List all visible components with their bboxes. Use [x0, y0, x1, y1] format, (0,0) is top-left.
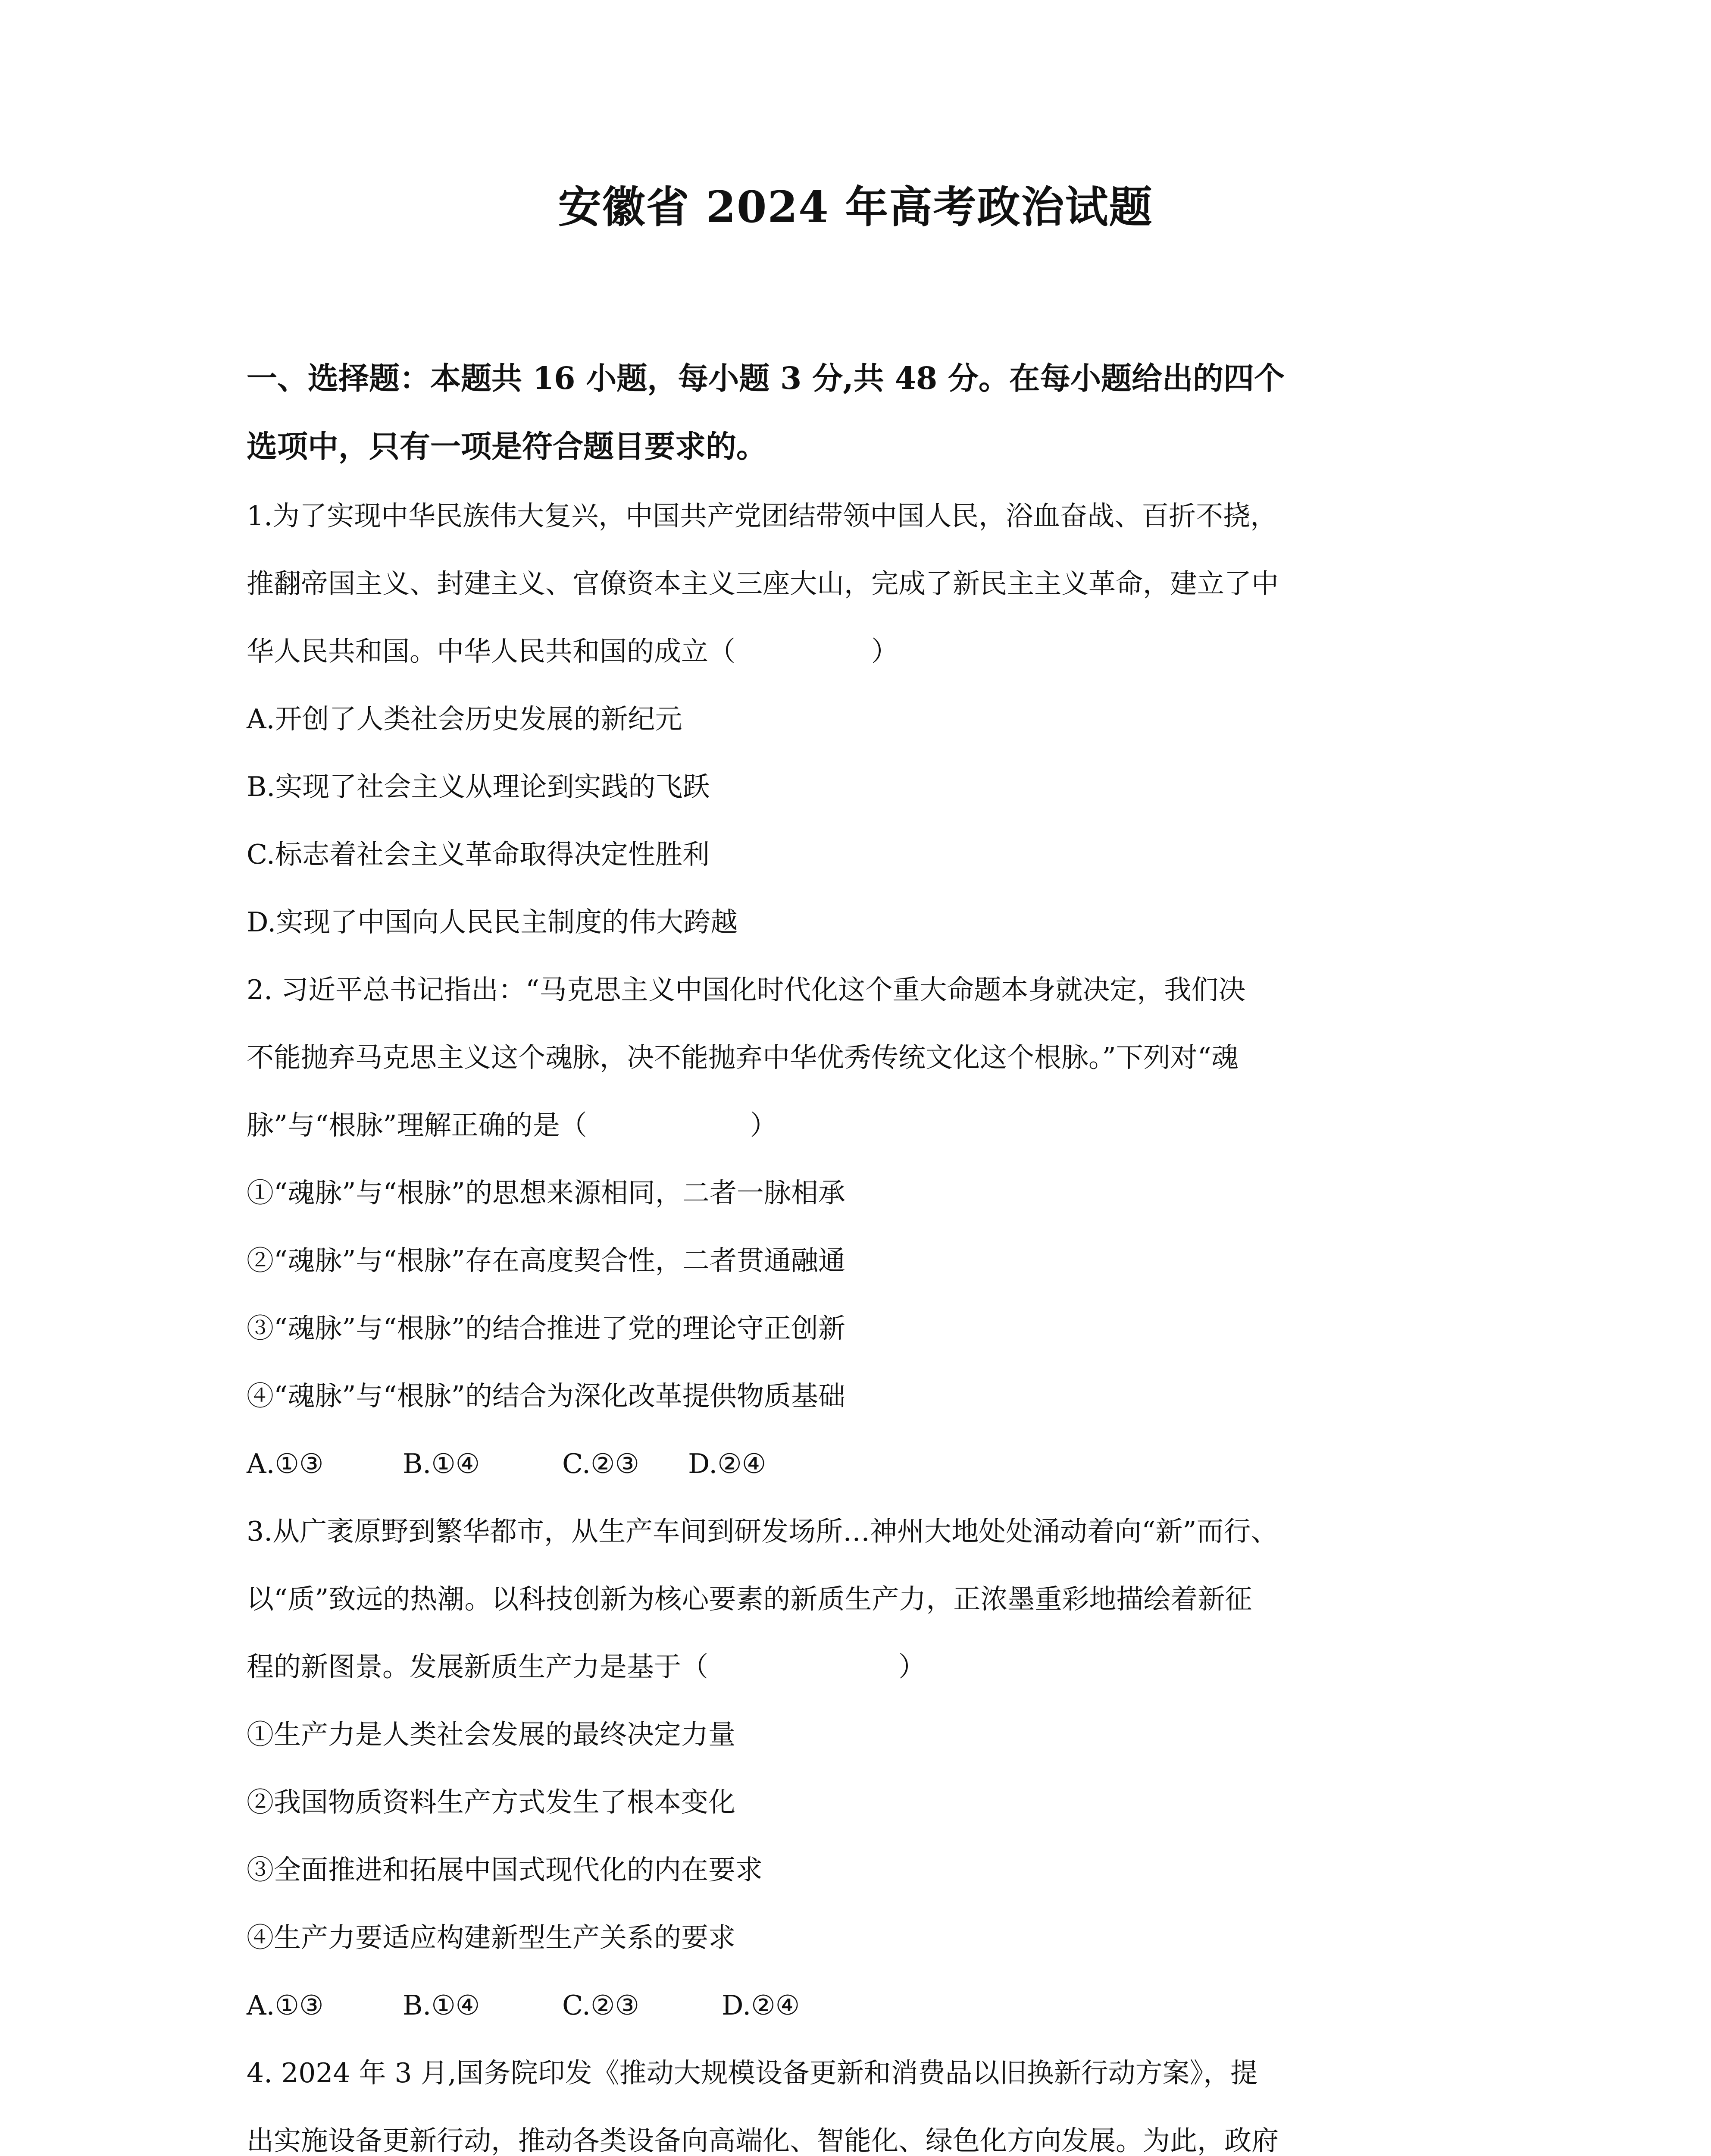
section-heading-line: 一、选择题：本题共 16 小题，每小题 3 分,共 48 分。在每小题给出的四个: [247, 360, 1285, 396]
question-stem-line: 出实施设备更新行动，推动各类设备向高端化、智能化、绿色化方向发展。为此，政府: [247, 2125, 1279, 2156]
option-c: C.标志着社会主义革命取得决定性胜利: [247, 839, 710, 870]
question-stem-line: 脉”与“根脉”理解正确的是（ ）: [247, 1109, 777, 1141]
question-stem-line: 3.从广袤原野到繁华都市，从生产车间到研发场所…神州大地处处涌动着向“新”而行、: [247, 1516, 1278, 1547]
statement-item: ④生产力要适应构建新型生产关系的要求: [247, 1922, 735, 1953]
page-title: 安徽省 2024 年高考政治试题: [558, 182, 1153, 232]
question-4: [247, 2039, 1466, 2156]
answer-option-d: D.②④: [688, 1448, 766, 1479]
question-3: [247, 1498, 1466, 2039]
question-stem-line: 以“质”致远的热潮。以科技创新为核心要素的新质生产力，正浓墨重彩地描绘着新征: [247, 1583, 1252, 1615]
question-stem-line: 程的新图景。发展新质生产力是基于（ ）: [247, 1651, 926, 1683]
section-heading: [247, 344, 1466, 480]
answer-option-a: A.①③: [247, 1448, 324, 1479]
answer-options-row: [247, 1971, 1466, 2039]
answer-option-a: A.①③: [247, 1990, 324, 2021]
statement-item: ③全面推进和拓展中国式现代化的内在要求: [247, 1854, 763, 1886]
question-2: [247, 956, 1466, 1498]
question-stem-line: 4. 2024 年 3 月,国务院印发《推动大规模设备更新和消费品以旧换新行动方案》，提: [247, 2057, 1258, 2089]
question-stem-line: 不能抛弃马克思主义这个魂脉，决不能抛弃中华优秀传统文化这个根脉。”下列对“魂: [247, 1042, 1239, 1073]
question-1: [247, 482, 1466, 956]
question-stem-line: 华人民共和国。中华人民共和国的成立（ ）: [247, 636, 898, 667]
statement-item: ④“魂脉”与“根脉”的结合为深化改革提供物质基础: [247, 1380, 845, 1412]
section-heading-line: 选项中，只有一项是符合题目要求的。: [247, 428, 767, 464]
statement-item: ②“魂脉”与“根脉”存在高度契合性，二者贯通融通: [247, 1245, 845, 1276]
statement-item: ②我国物质资料生产方式发生了根本变化: [247, 1786, 735, 1818]
statement-item: ①“魂脉”与“根脉”的思想来源相同，二者一脉相承: [247, 1177, 845, 1209]
statement-item: ③“魂脉”与“根脉”的结合推进了党的理论守正创新: [247, 1313, 845, 1344]
statement-item: ①生产力是人类社会发展的最终决定力量: [247, 1719, 735, 1750]
answer-option-c: C.②③: [562, 1448, 639, 1479]
option-d: D.实现了中国向人民民主制度的伟大跨越: [247, 906, 738, 938]
question-stem-line: 1.为了实现中华民族伟大复兴，中国共产党团结带领中国人民，浴血奋战、百折不挠，: [247, 500, 1278, 532]
answer-option-c: C.②③: [562, 1990, 639, 2021]
question-stem-line: 推翻帝国主义、封建主义、官僚资本主义三座大山，完成了新民主主义革命，建立了中: [247, 568, 1279, 599]
answer-option-d: D.②④: [722, 1990, 800, 2021]
question-stem-line: 2. 习近平总书记指出：“马克思主义中国化时代化这个重大命题本身就决定，我们决: [247, 974, 1246, 1006]
option-a: A.开创了人类社会历史发展的新纪元: [247, 703, 682, 735]
answer-options-row: [247, 1430, 1466, 1498]
answer-option-b: B.①④: [403, 1990, 480, 2021]
exam-content: [247, 344, 1466, 2156]
answer-option-b: B.①④: [403, 1448, 480, 1479]
option-b: B.实现了社会主义从理论到实践的飞跃: [247, 771, 710, 802]
